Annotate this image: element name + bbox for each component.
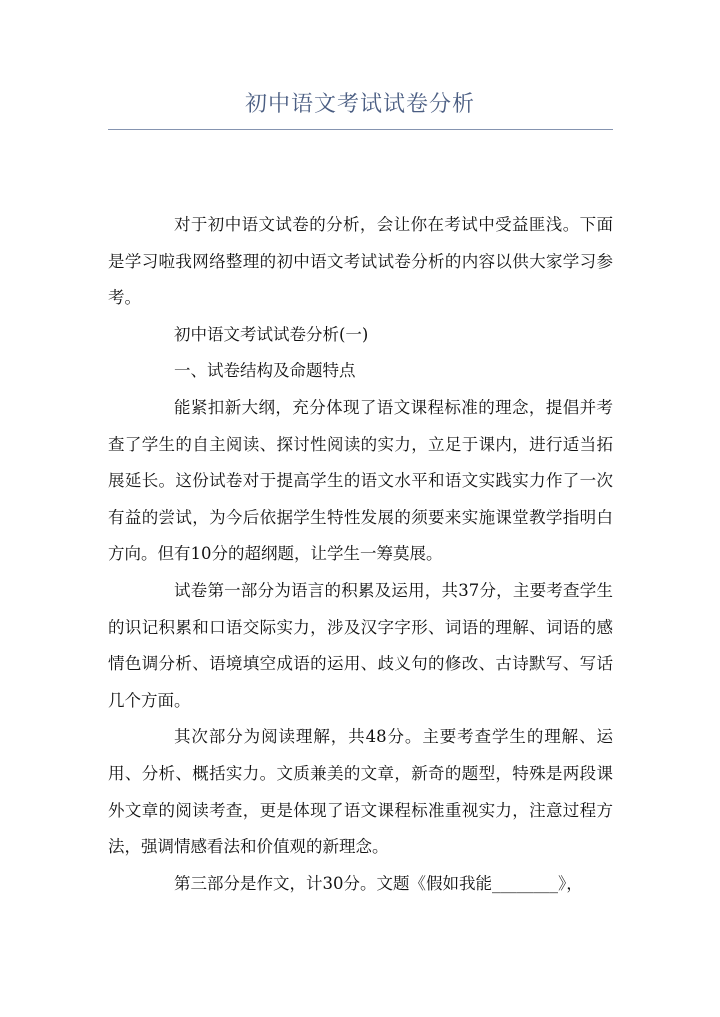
title-divider [108,129,613,130]
document-title: 初中语文考试试卷分析 [244,92,475,117]
body-paragraph: 能紧扣新大纲，充分体现了语文课程标准的理念，提倡并考查了学生的自主阅读、探讨性阅读的实力，立足于课内，进行适当拓展延长。这份试卷对于提高学生的语文水平和语文实践实力作了一次有益的尝试，为今后依据学生特性发展的须要来实施课堂教学指明白方向。但有10分的超纲题，让学生一筹莫展。 [108,397,613,564]
body-paragraph: 其次部分为阅读理解，共48分。主要考查学生的理解、运用、分析、概括实力。文质兼美的文章，新奇的题型，特殊是两段课外文章的阅读考查，更是体现了语文课程标准重视实力，注意过程方法，强调情感看法和价值观的新理念。 [108,727,613,857]
body-paragraph: 试卷第一部分为语言的积累及运用，共37分，主要考查学生的识记积累和口语交际实力，涉及汉字字形、词语的理解、词语的感情色调分析、语境填空成语的运用、歧义句的修改、古诗默写、写话几个方面。 [108,580,613,710]
intro-paragraph: 对于初中语文试卷的分析，会让你在考试中受益匪浅。下面是学习啦我网络整理的初中语文考试试卷分析的内容以供大家学习参考。 [108,215,613,308]
document-body [108,207,613,902]
body-paragraph: 第三部分是作文，计30分。文题《假如我能________》， [174,873,583,893]
section-heading: 初中语文考试试卷分析(一) [174,324,369,344]
subsection-heading: 一、试卷结构及命题特点 [174,361,356,381]
